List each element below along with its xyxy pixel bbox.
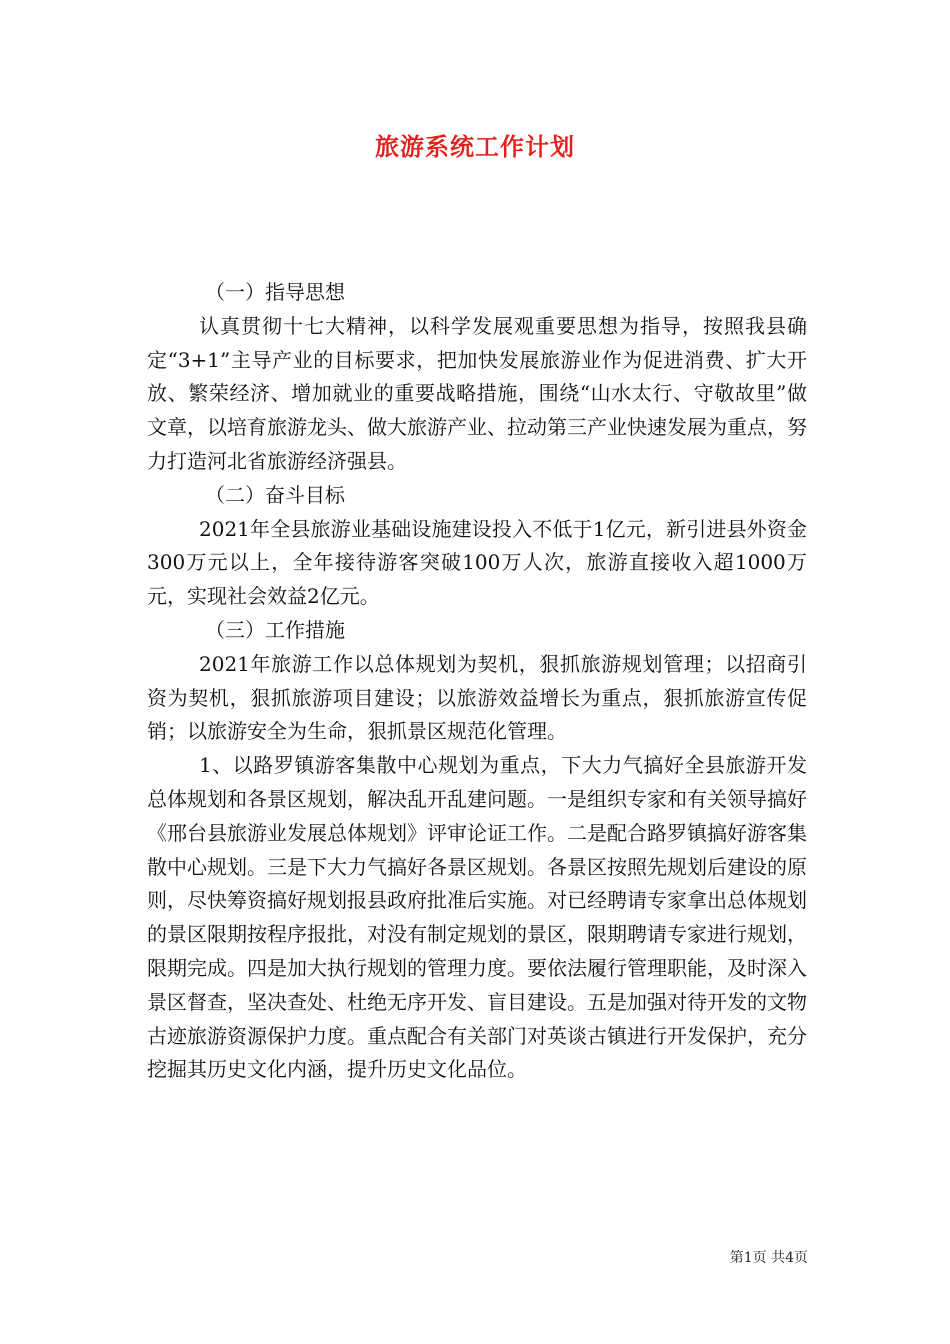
section-heading: （二）奋斗目标 — [205, 482, 345, 507]
page-number: 第1页 共4页 — [729, 1250, 808, 1266]
document-body — [147, 276, 807, 1087]
section-heading: （三）工作措施 — [205, 617, 345, 642]
document-title: 旅游系统工作计划 — [375, 132, 575, 161]
section-heading: （一）指导思想 — [205, 280, 345, 304]
paragraph: 2021年旅游工作以总体规划为契机，狠抓旅游规划管理；以招商引资为契机，狠抓旅游项目建设；以旅游效益增长为重点，狠抓旅游宣传促销；以旅游安全为生命，狠抓景区规范化管理。 — [147, 651, 807, 744]
paragraph: 2021年全县旅游业基础设施建设投入不低于1亿元，新引进县外资金300万元以上，全年接待游客突破100万人次，旅游直接收入超1000万元，实现社会效益2亿元。 — [147, 516, 807, 609]
paragraph: 认真贯彻十七大精神，以科学发展观重要思想为指导，按照我县确定“3+1”主导产业的目标要求，把加快发展旅游业作为促进消费、扩大开放、繁荣经济、增加就业的重要战略措施，围绕“山水太行、守敬故里”做文章，以培育旅游龙头、做大旅游产业、拉动第三产业快速发展为重点，努力打造河北省旅游经济强县。 — [147, 313, 807, 473]
paragraph: 1、以路罗镇游客集散中心规划为重点，下大力气搞好全县旅游开发总体规划和各景区规划，解决乱开乱建问题。一是组织专家和有关领导搞好《邢台县旅游业发展总体规划》评审论证工作。二是配合路罗镇搞好游客集散中心规划。三是下大力气搞好各景区规划。各景区按照先规划后建设的原则，尽快筹资搞好规划报县政府批准后实施。对已经聘请专家拿出总体规划的景区限期按程序报批，对没有制定规划的景区，限期聘请专家进行规划，限期完成。四是加大执行规划的管理力度。要依法履行管理职能，及时深入景区督查，坚决查处、杜绝无序开发、盲目建设。五是加强对待开发的文物古迹旅游资源保护力度。重点配合有关部门对英谈古镇进行开发保护，充分挖掘其历史文化内涵，提升历史文化品位。 — [147, 753, 807, 1082]
